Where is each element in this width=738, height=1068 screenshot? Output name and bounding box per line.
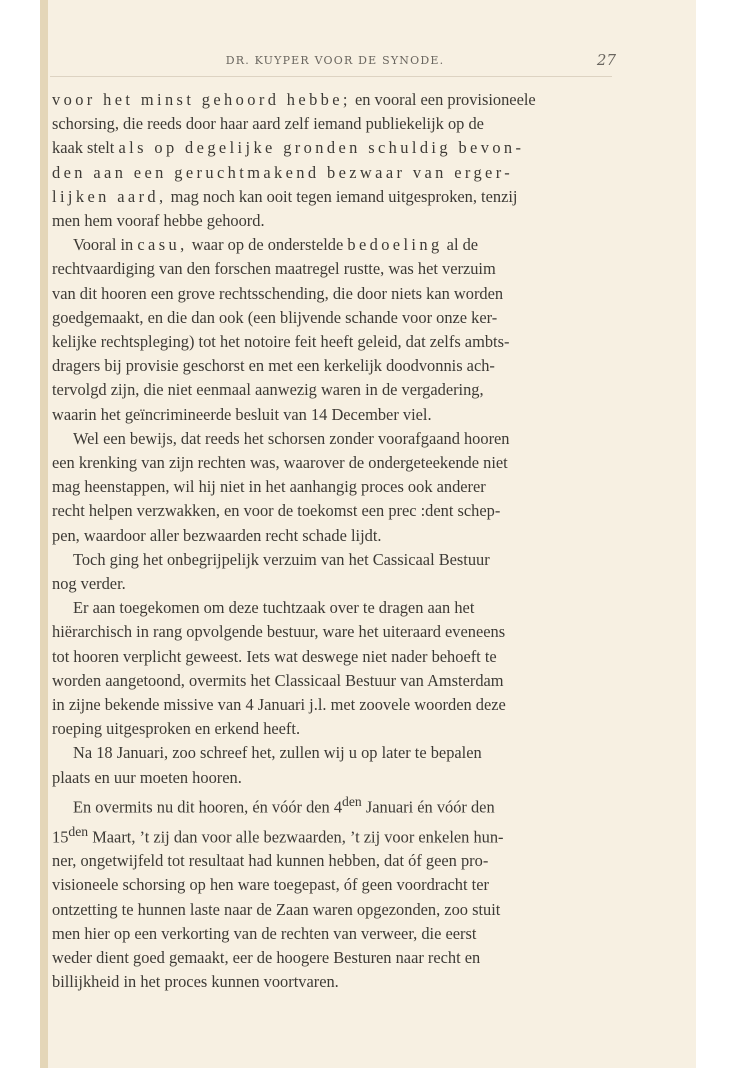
text-line bbox=[52, 233, 612, 257]
text-line: worden aangetoond, overmits het Classicaal Bestuur van Amsterdam bbox=[52, 670, 504, 690]
text-line: Toch ging het onbegrijpelijk verzuim van het Cassicaal Bestuur bbox=[73, 549, 490, 569]
text-line bbox=[52, 790, 612, 820]
text-run: En overmits nu dit hooren, én vóór den 4 bbox=[73, 797, 343, 817]
text-line: ontzetting te hunnen laste naar de Zaan waren opgezonden, zoo stuit bbox=[52, 899, 501, 919]
spaced-text: casu, bbox=[137, 235, 188, 255]
text-run: 15 bbox=[52, 827, 69, 847]
text-line: Wel een bewijs, dat reeds het schorsen zonder voorafgaand hooren bbox=[73, 428, 510, 448]
text-line: in zijne bekende missive van 4 Januari j.l. met zoovele woorden deze bbox=[52, 695, 506, 715]
text-line: goedgemaakt, en die dan ook (een blijvende schande voor onze ker- bbox=[52, 307, 498, 327]
page-header bbox=[50, 50, 620, 74]
text-line: rechtvaardiging van den forschen maatregel rustte, was het verzuim bbox=[52, 259, 496, 279]
paragraph bbox=[52, 790, 612, 995]
text-run: en vooral een provisioneele bbox=[350, 90, 536, 109]
text-line: nog verder. bbox=[52, 574, 126, 594]
text-line: plaats en uur moeten hooren. bbox=[52, 767, 242, 787]
text-line: hiërarchisch in rang opvolgende bestuur, ware het uiteraard eveneens bbox=[52, 622, 506, 642]
text-line: visioneele schorsing op hen ware toegepast, óf geen voordracht ter bbox=[52, 875, 489, 895]
text-line: dragers bij provisie geschorst en met een kerkelijk doodvonnis ach- bbox=[52, 356, 495, 376]
paragraph bbox=[52, 427, 612, 548]
superscript: den bbox=[68, 823, 89, 839]
text-line bbox=[52, 185, 612, 209]
text-line: pen, waardoor aller bezwaarden recht schade lijdt. bbox=[52, 525, 382, 545]
text-line: een krenking van zijn rechten was, waarover de ondergeteekende niet bbox=[52, 453, 508, 473]
text-run: kaak stelt bbox=[52, 138, 119, 158]
text-run: Maart, ’t zij dan voor alle bezwaarden, ’t zij voor enkelen hun- bbox=[88, 827, 504, 847]
text-run: Vooral in bbox=[73, 235, 138, 255]
header-rule bbox=[50, 76, 612, 77]
text-line: billijkheid in het proces kunnen voortvaren. bbox=[52, 972, 339, 992]
spaced-text: als op degelijke gronden schuldig bevon- bbox=[118, 138, 525, 158]
text-line: weder dient goed gemaakt, eer de hoogere Besturen naar recht en bbox=[52, 948, 481, 968]
text-line: waarin het geïncrimineerde besluit van 14 December viel. bbox=[52, 404, 432, 424]
paragraph bbox=[52, 88, 612, 233]
text-line: mag heenstappen, wil hij niet in het aanhangig proces ook anderer bbox=[52, 477, 486, 497]
paragraph bbox=[52, 548, 612, 596]
paragraph bbox=[52, 233, 612, 427]
text-run: mag noch kan ooit tegen iemand uitgesproken, tenzij bbox=[166, 186, 518, 206]
text-line: van dit hooren een grove rechtsschending, die door niets kan worden bbox=[52, 283, 504, 303]
text-line: men hem vooraf hebbe gehoord. bbox=[52, 211, 265, 231]
text-run: al de bbox=[442, 235, 479, 255]
spaced-text: voor het minst gehoord hebbe; bbox=[52, 90, 351, 109]
text-line: men hier op een verkorting van de rechten van verweer, die eerst bbox=[52, 923, 477, 943]
spaced-text: bedoeling bbox=[347, 235, 443, 255]
spaced-text: lijken aard, bbox=[52, 186, 167, 206]
paragraph bbox=[52, 596, 612, 741]
text-line: kelijke rechtspleging) tot het notoire feit heeft geleid, dat zelfs ambts- bbox=[52, 332, 510, 352]
text-line: Er aan toegekomen om deze tuchtzaak over te dragen aan het bbox=[73, 598, 475, 618]
text-line: recht helpen verzwakken, en voor de toekomst een prec :dent schep- bbox=[52, 501, 501, 521]
paragraph bbox=[52, 741, 612, 789]
page-number: 27 bbox=[596, 51, 616, 69]
text-line: den aan een geruchtmakend bezwaar van erger- bbox=[52, 162, 514, 182]
page-edge bbox=[40, 0, 48, 1068]
text-run: waar op de onderstelde bbox=[187, 235, 348, 255]
superscript: den bbox=[342, 793, 362, 809]
text-line bbox=[52, 136, 612, 160]
text-run: Januari én vóór den bbox=[361, 797, 495, 817]
text-line bbox=[52, 820, 612, 850]
text-line: tervolgd zijn, die niet eenmaal aanwezig waren in de vergadering, bbox=[52, 380, 484, 400]
text-line: roeping uitgesproken en erkend heeft. bbox=[52, 719, 301, 739]
text-line: tot hooren verplicht geweest. Iets wat deswege niet nader behoeft te bbox=[52, 646, 497, 666]
text-line bbox=[52, 88, 612, 112]
text-line: Na 18 Januari, zoo schreef het, zullen wij u op later te bepalen bbox=[73, 743, 482, 763]
text-line: ner, ongetwijfeld tot resultaat had kunnen hebben, dat óf geen pro- bbox=[52, 851, 489, 871]
text-line: schorsing, die reeds door haar aard zelf iemand publiekelijk op de bbox=[52, 114, 484, 134]
running-title: DR. KUYPER VOOR DE SYNODE. bbox=[225, 54, 445, 67]
body-text bbox=[52, 88, 612, 994]
